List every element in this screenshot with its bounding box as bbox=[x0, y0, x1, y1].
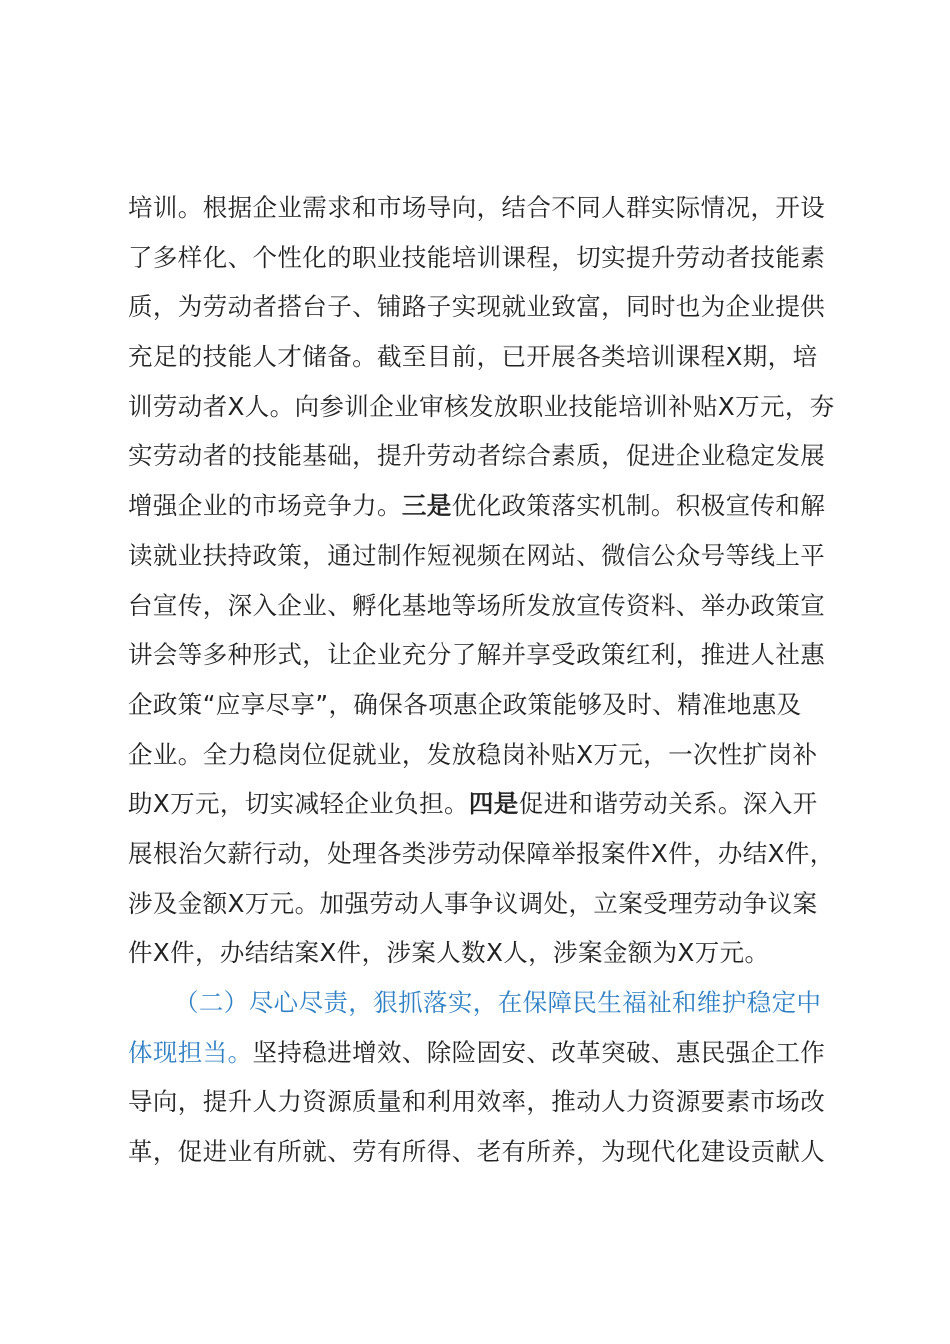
text-line bbox=[128, 730, 846, 780]
text-line bbox=[128, 233, 846, 283]
text-line bbox=[128, 183, 846, 233]
text-run: 导向，提升人力资源质量和利用效率，推动人力资源要素市场改 bbox=[128, 1087, 826, 1117]
text-line bbox=[128, 1127, 846, 1177]
text-line bbox=[128, 531, 846, 581]
text-run: 增强企业的市场竞争力。 bbox=[128, 491, 402, 521]
text-run: 展根治欠薪行动，处理各类涉劳动保障举报案件X件，办结X件， bbox=[128, 838, 835, 868]
section-heading: 体现担当。 bbox=[128, 1037, 253, 1067]
text-line bbox=[128, 879, 846, 929]
text-line bbox=[128, 481, 846, 531]
text-run: 实劳动者的技能基础，提升劳动者综合素质，促进企业稳定发展 bbox=[128, 441, 826, 471]
text-run: 了多样化、个性化的职业技能培训课程，切实提升劳动者技能素 bbox=[128, 242, 826, 272]
text-line bbox=[128, 928, 846, 978]
text-line bbox=[128, 779, 846, 829]
text-run: 台宣传，深入企业、孵化基地等场所发放宣传资料、举办政策宣 bbox=[128, 590, 826, 620]
text-line bbox=[128, 382, 846, 432]
section-heading-line bbox=[128, 978, 846, 1028]
text-run: 讲会等多种形式，让企业充分了解并享受政策红利，推进人社惠 bbox=[128, 640, 826, 670]
text-run: 坚持稳进增效、除险固安、改革突破、惠民强企工作 bbox=[252, 1037, 826, 1067]
body-text bbox=[128, 183, 846, 1177]
text-line bbox=[128, 431, 846, 481]
text-line bbox=[128, 332, 846, 382]
bold-lead-in: 四是 bbox=[468, 789, 519, 819]
text-run: 训劳动者X人。向参训企业审核发放职业技能培训补贴X万元，夯 bbox=[128, 391, 835, 421]
text-line bbox=[128, 1077, 846, 1127]
text-run: 充足的技能人才储备。截至目前，已开展各类培训课程X期，培 bbox=[128, 342, 818, 372]
text-run: 质，为劳动者搭台子、铺路子实现就业致富，同时也为企业提供 bbox=[128, 292, 826, 322]
text-line bbox=[128, 630, 846, 680]
text-run: 涉及金额X万元。加强劳动人事争议调处，立案受理劳动争议案 bbox=[128, 888, 818, 918]
text-run: 企业。全力稳岗位促就业，发放稳岗补贴X万元，一次性扩岗补 bbox=[128, 739, 818, 769]
text-line bbox=[128, 829, 846, 879]
text-run: 读就业扶持政策，通过制作短视频在网站、微信公众号等线上平 bbox=[128, 540, 826, 570]
text-run: 优化政策落实机制。积极宣传和解 bbox=[451, 491, 826, 521]
bold-lead-in: 三是 bbox=[401, 491, 452, 521]
text-run: 件X件，办结结案X件，涉案人数X人，涉案金额为X万元。 bbox=[128, 938, 770, 968]
text-run: 促进和谐劳动关系。深入开 bbox=[518, 789, 818, 819]
text-run: 助X万元，切实减轻企业负担。 bbox=[128, 789, 469, 819]
section-heading: （二）尽心尽责，狠抓落实，在保障民生福祉和维护稳定中 bbox=[174, 988, 822, 1017]
text-run: 企政策“应享尽享”，确保各项惠企政策能够及时、精准地惠及 bbox=[128, 689, 802, 719]
text-line bbox=[128, 1028, 846, 1078]
text-run: 革，促进业有所就、劳有所得、老有所养，为现代化建设贡献人 bbox=[128, 1137, 826, 1167]
text-run: 培训。根据企业需求和市场导向，结合不同人群实际情况，开设 bbox=[128, 193, 826, 222]
text-line bbox=[128, 581, 846, 631]
text-line bbox=[128, 680, 846, 730]
text-line bbox=[128, 282, 846, 332]
